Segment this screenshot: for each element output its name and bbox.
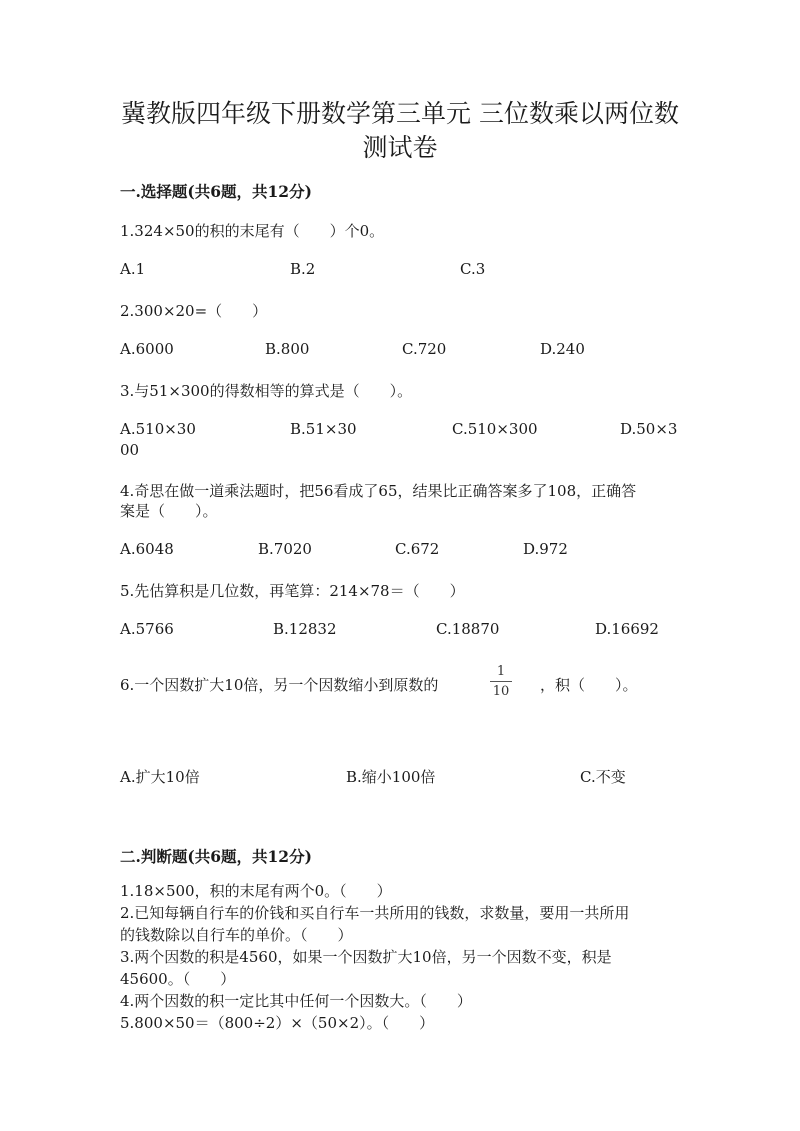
q3-option-b: B.51×30 — [290, 420, 357, 438]
question-4-line1: 4.奇思在做一道乘法题时，把56看成了65，结果比正确答案多了108，正确答 — [120, 482, 637, 500]
question-4-line2: 案是（ ）。 — [120, 502, 218, 520]
page-title-line2: 测试卷 — [362, 133, 438, 162]
question-5: 5.先估算积是几位数，再笔算：214×78＝（ ） — [120, 582, 465, 600]
q1-option-b: B.2 — [290, 260, 316, 278]
judgement-line-1: 1.18×500，积的末尾有两个0。（ ） — [120, 882, 392, 900]
q2-option-a: A.6000 — [120, 340, 174, 358]
q1-option-c: C.3 — [460, 260, 486, 278]
q4-option-a: A.6048 — [120, 540, 174, 558]
q4-option-c: C.672 — [395, 540, 440, 558]
q3-option-a: A.510×30 — [120, 420, 196, 438]
q5-option-b: B.12832 — [273, 620, 337, 638]
fraction-bar — [490, 681, 512, 682]
fraction-numerator: 1 — [496, 664, 506, 679]
q3-option-d: D.50×3 — [620, 420, 678, 438]
section-heading-judgement: 二.判断题(共6题，共12分) — [120, 847, 312, 866]
judgement-line-3: 的钱数除以自行车的单价。（ ） — [120, 926, 353, 944]
q2-option-b: B.800 — [265, 340, 310, 358]
q4-option-b: B.7020 — [258, 540, 312, 558]
section-heading-choice: 一.选择题(共6题，共12分) — [120, 182, 312, 201]
judgement-line-5: 45600。（ ） — [120, 970, 236, 988]
q6-option-b: B.缩小100倍 — [346, 768, 436, 786]
q3-option-c: C.510×300 — [452, 420, 538, 438]
q2-option-d: D.240 — [540, 340, 585, 358]
q4-option-d: D.972 — [523, 540, 568, 558]
question-1: 1.324×50的积的末尾有（ ）个0。 — [120, 222, 385, 240]
q5-option-c: C.18870 — [436, 620, 500, 638]
question-6-before: 6.一个因数扩大10倍，另一个因数缩小到原数的 — [120, 676, 439, 694]
question-6-after: ，积（ ）。 — [540, 676, 638, 694]
question-3: 3.与51×300的得数相等的算式是（ ）。 — [120, 382, 413, 400]
q6-option-c: C.不变 — [580, 768, 626, 786]
fraction-one-tenth — [490, 664, 512, 699]
judgement-line-7: 5.800×50＝（800÷2）×（50×2）。（ ） — [120, 1014, 435, 1032]
q1-option-a: A.1 — [120, 260, 146, 278]
q3-option-d-wrap: 00 — [120, 441, 140, 459]
fraction-denominator: 10 — [492, 684, 510, 699]
judgement-line-2: 2.已知每辆自行车的价钱和买自行车一共所用的钱数，求数量，要用一共所用 — [120, 904, 630, 922]
judgement-line-6: 4.两个因数的积一定比其中任何一个因数大。（ ） — [120, 992, 472, 1010]
question-2: 2.300×20=（ ） — [120, 302, 268, 320]
page-title-line1: 冀教版四年级下册数学第三单元 三位数乘以两位数 — [121, 99, 679, 128]
q5-option-d: D.16692 — [595, 620, 659, 638]
q6-option-a: A.扩大10倍 — [120, 768, 200, 786]
q5-option-a: A.5766 — [120, 620, 174, 638]
judgement-line-4: 3.两个因数的积是4560，如果一个因数扩大10倍，另一个因数不变，积是 — [120, 948, 612, 966]
q2-option-c: C.720 — [402, 340, 447, 358]
